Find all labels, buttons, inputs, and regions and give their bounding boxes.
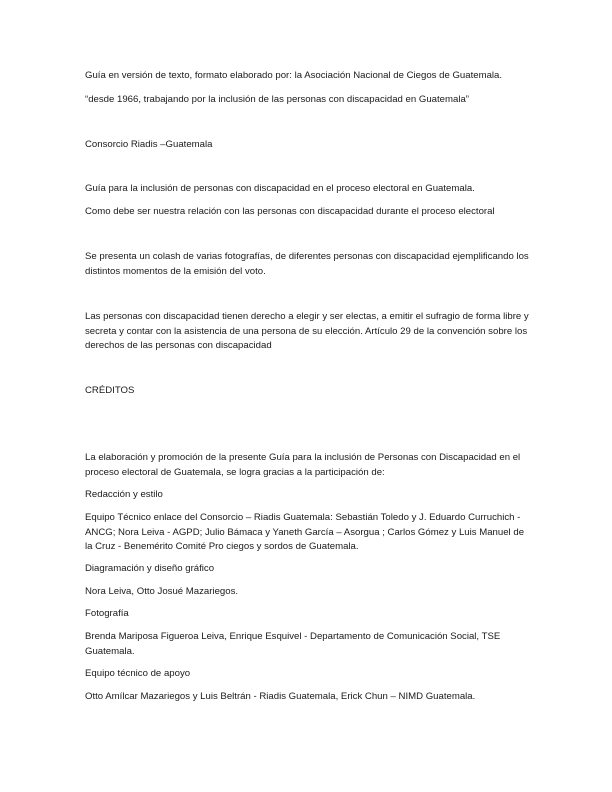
writing-heading: Redacción y estilo bbox=[85, 489, 163, 500]
writing-team: Equipo Técnico enlace del Consorcio – Riadis Guatemala: Sebastián Toledo y J. Eduardo Curruchich - ANCG; Nora Leiva - AGPD; Julio Bámaca y Yaneth García – Asorgua ; Carlos Gómez y Luis Manuel de la Cruz - Benemérito Comité Pro ciegos y sordos de Guatemala. bbox=[85, 512, 525, 553]
guide-title: Guía para la inclusión de personas con discapacidad en el proceso electoral en Guatemala. bbox=[85, 183, 475, 194]
photo-team: Brenda Mariposa Figueroa Leiva, Enrique Esquivel - Departamento de Comunicación Social, TSE Guatemala. bbox=[85, 631, 501, 657]
organization-name: Consorcio Riadis –Guatemala bbox=[85, 139, 213, 150]
header-line-1: Guía en versión de texto, formato elaborado por: la Asociación Nacional de Ciegos de Guatemala. bbox=[85, 70, 503, 81]
support-team: Otto Amílcar Mazariegos y Luis Beltrán - Riadis Guatemala, Erick Chun – NIMD Guatemala. bbox=[85, 691, 476, 702]
image-description: Se presenta un colash de varias fotografías, de diferentes personas con discapacidad ejemplificando los distintos momentos de la emisión del voto. bbox=[85, 251, 529, 277]
design-team: Nora Leiva, Otto Josué Mazariegos. bbox=[85, 586, 239, 597]
support-heading: Equipo técnico de apoyo bbox=[85, 668, 191, 679]
design-heading: Diagramación y diseño gráfico bbox=[85, 563, 215, 574]
rights-statement: Las personas con discapacidad tienen derecho a elegir y ser electas, a emitir el sufragio de forma libre y secreta y contar con la asistencia de una persona de su elección. Artículo 29 de la convención sobre los derechos de las personas con discapacidad bbox=[85, 311, 529, 352]
credits-intro: La elaboración y promoción de la presente Guía para la inclusión de Personas con Discapacidad en el proceso electoral de Guatemala, se logra gracias a la participación de: bbox=[85, 452, 521, 478]
photo-heading: Fotografía bbox=[85, 608, 129, 619]
credits-heading: CRÉDITOS bbox=[85, 385, 135, 396]
guide-subtitle: Como debe ser nuestra relación con las personas con discapacidad durante el proceso electoral bbox=[85, 206, 495, 217]
header-line-2: “desde 1966, trabajando por la inclusión de las personas con discapacidad en Guatemala” bbox=[85, 94, 469, 105]
